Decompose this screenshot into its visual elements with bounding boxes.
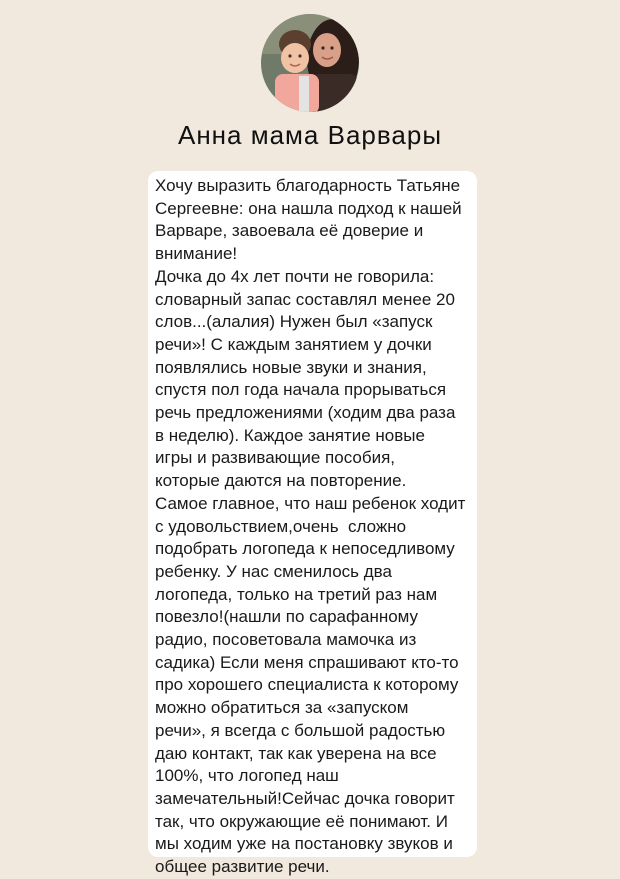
review-text-line: мы ходим уже на постановку звуков и [155,834,453,854]
review-text-line: появлялись новые звуки и знания, [155,357,427,377]
review-text-line: про хорошего специалиста к которому [155,675,459,695]
review-text-line: можно обратиться за «запуском [155,698,409,718]
review-text-line: Самое главное, что наш ребенок ходит [155,493,466,513]
review-text-line: Варваре, завоевала её доверие и [155,221,424,241]
review-text-line: радио, посоветовала мамочка из [155,630,417,650]
avatar [261,14,359,112]
author-name: Анна мама Варвары [177,120,443,150]
review-text-line: Хочу выразить благодарность Татьяне [155,176,461,195]
review-text-line: слов...(алалия) Нужен был «запуск [155,312,433,332]
review-text-line: речи»! С каждым занятием у дочки [155,334,432,354]
review-text-line: общее развитие речи. [155,857,330,877]
review-text-line: подобрать логопеда к непоседливому [155,539,455,559]
review-text-line: ребенку. У нас сменилось два [155,561,392,581]
review-text-line: садика) Если меня спрашивают кто-то [155,652,459,672]
review-text-line: спустя пол года начала прорываться [155,380,447,400]
review-text-line: так, что окружающие её понимают. И [155,811,448,831]
review-text-line: логопеда, только на третий раз нам [155,584,438,604]
review-card [148,171,477,877]
review-text-line: которые даются на повторение. [155,471,407,491]
review-text-line: игры и развивающие пособия, [155,448,396,468]
family-photo-icon [261,14,359,112]
review-text-line: Сергеевне: она нашла подход к нашей [155,198,462,218]
review-text-line: внимание! [155,244,238,264]
review-text-line: в неделю). Каждое занятие новые [155,425,425,445]
review-text-line: речь предложениями (ходим два раза [155,403,456,423]
review-text-line: даю контакт, так как уверена на все [155,743,437,763]
review-text-line: 100%, что логопед наш [155,766,339,786]
review-text-line: Дочка до 4х лет почти не говорила: [155,266,435,286]
review-text-line: с удовольствием,очень сложно [155,516,407,536]
review-text-line: речи», я всегда с большой радостью [155,720,446,740]
review-text-line: замечательный!Сейчас дочка говорит [155,788,455,808]
review-text-line: повезло!(нашли по сарафанному [155,607,419,627]
review-text-line: словарный запас составлял менее 20 [155,289,455,309]
